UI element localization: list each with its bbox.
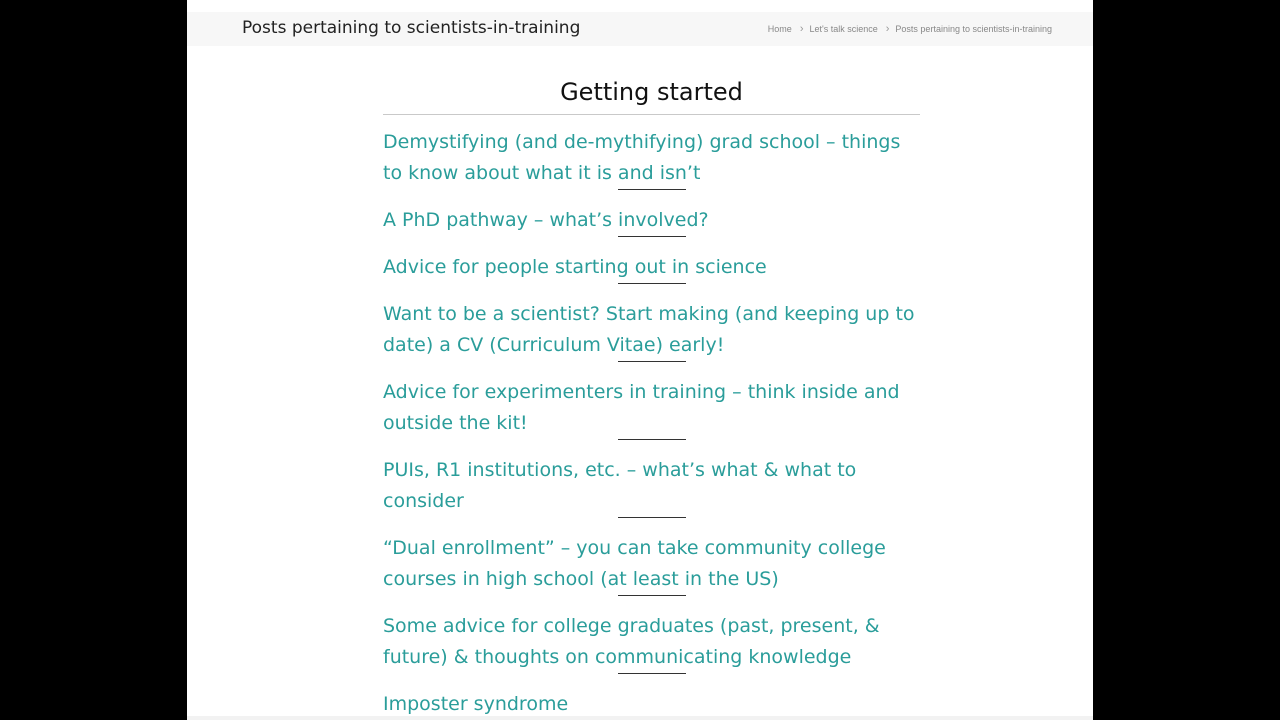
breadcrumb-current: Posts pertaining to scientists-in-training [895,24,1052,34]
list-item [383,205,920,237]
divider [618,236,686,237]
list-item [383,252,920,284]
divider [618,361,686,362]
list-item [383,299,920,362]
bottom-bar [187,716,1093,720]
divider [618,673,686,674]
list-item [383,533,920,596]
post-link[interactable]: PUIs, R1 institutions, etc. – what’s what & what to consider [383,459,857,512]
post-link[interactable]: Imposter syndrome [383,693,569,715]
breadcrumb-home[interactable]: Home [767,24,792,34]
divider [618,189,686,190]
list-item [383,611,920,674]
page-title: Posts pertaining to scientists-in-training [242,18,581,38]
list-item [383,127,920,190]
post-link[interactable]: Advice for people starting out in science [383,256,767,278]
breadcrumb-lets-talk-science[interactable]: Let's talk science [809,24,878,34]
post-list [383,127,920,720]
title-bar [187,12,1093,46]
divider [618,283,686,284]
post-link[interactable]: Want to be a scientist? Start making (and keeping up to date) a CV (Curriculum Vitae) early! [383,303,915,356]
divider [618,439,686,440]
list-item [383,377,920,440]
post-link[interactable]: “Dual enrollment” – you can take community college courses in high school (at least in the US) [383,537,886,590]
breadcrumb [768,24,1052,34]
chevron-right-icon: › [799,22,804,35]
post-link[interactable]: Demystifying (and de-mythifying) grad school – things to know about what it is and isn’t [383,131,901,184]
post-link[interactable]: Advice for experimenters in training – think inside and outside the kit! [383,381,900,434]
page [187,0,1093,720]
list-item [383,455,920,518]
post-link[interactable]: A PhD pathway – what’s involved? [383,209,709,231]
divider [618,517,686,518]
divider [618,595,686,596]
chevron-right-icon: › [885,22,890,35]
content-area [383,78,920,720]
post-link[interactable]: Some advice for college graduates (past, present, & future) & thoughts on communicating knowledge [383,615,880,668]
section-heading: Getting started [383,78,920,115]
